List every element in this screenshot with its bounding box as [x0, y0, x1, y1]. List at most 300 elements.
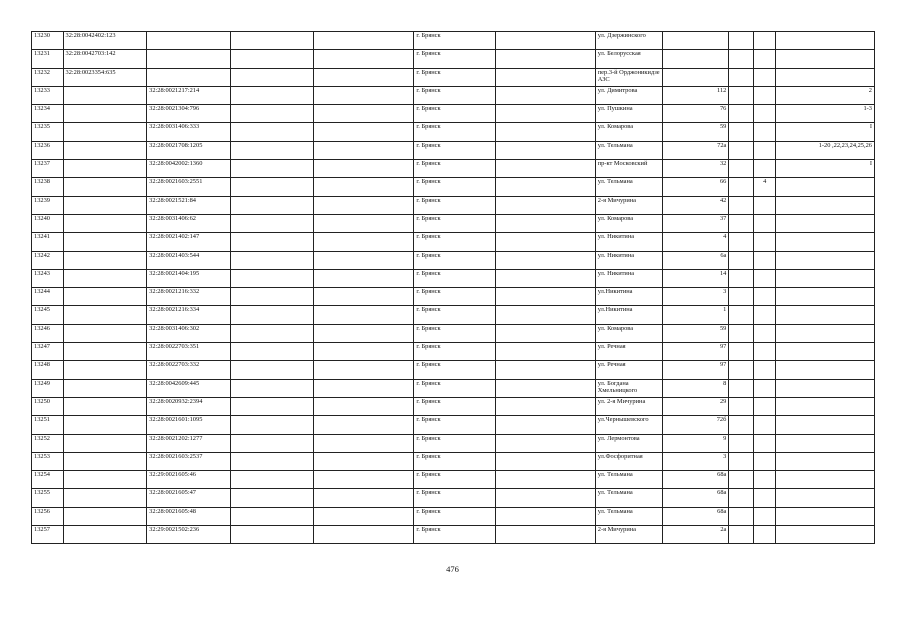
building-cell — [754, 452, 776, 470]
record-number-cell: 13239 — [32, 196, 64, 214]
empty-cell — [729, 507, 754, 525]
building-cell: 4 — [754, 178, 776, 196]
empty-cell — [314, 361, 414, 379]
cadastral-number-cell — [63, 379, 147, 397]
apartment-cell — [776, 526, 875, 544]
street-cell: ул.Никитина — [595, 306, 662, 324]
empty-cell — [230, 507, 314, 525]
apartment-cell — [776, 68, 875, 86]
apartment-cell — [776, 471, 875, 489]
apartment-cell: 1-20 ,22,23,24,25,26 — [776, 141, 875, 159]
cadastral-number-alt-cell: 32:28:0021202:1277 — [147, 434, 231, 452]
empty-cell — [495, 306, 595, 324]
building-cell — [754, 306, 776, 324]
record-number-cell: 13257 — [32, 526, 64, 544]
empty-cell — [314, 343, 414, 361]
street-cell: ул. Комарова — [595, 214, 662, 232]
apartment-cell: I — [776, 123, 875, 141]
building-cell — [754, 141, 776, 159]
empty-cell — [314, 32, 414, 50]
street-cell: ул. Комарова — [595, 324, 662, 342]
house-number-cell: 97 — [663, 343, 729, 361]
apartment-cell — [776, 434, 875, 452]
cadastral-number-alt-cell: 32:28:0020932:2394 — [147, 397, 231, 415]
street-cell: ул. 2-я Мичурина — [595, 397, 662, 415]
empty-cell — [314, 86, 414, 104]
cadastral-number-alt-cell: 32:28:0021404:195 — [147, 269, 231, 287]
cadastral-number-cell — [63, 306, 147, 324]
street-cell: 2-я Мичурина — [595, 526, 662, 544]
house-number-cell: 68а — [663, 471, 729, 489]
table-row — [32, 178, 875, 196]
table-row — [32, 379, 875, 397]
empty-cell — [230, 233, 314, 251]
empty-cell — [314, 452, 414, 470]
table-row — [32, 324, 875, 342]
empty-cell — [230, 324, 314, 342]
cadastral-number-cell — [63, 489, 147, 507]
empty-cell — [314, 68, 414, 86]
house-number-cell: 3 — [663, 288, 729, 306]
record-number-cell: 13232 — [32, 68, 64, 86]
cadastral-number-cell — [63, 343, 147, 361]
house-number-cell: 1 — [663, 306, 729, 324]
apartment-cell — [776, 214, 875, 232]
building-cell — [754, 86, 776, 104]
record-number-cell: 13251 — [32, 416, 64, 434]
city-cell: г. Брянск — [414, 123, 495, 141]
empty-cell — [495, 343, 595, 361]
city-cell: г. Брянск — [414, 397, 495, 415]
cadastral-number-alt-cell: 32:28:0021216:334 — [147, 306, 231, 324]
cadastral-number-alt-cell: 32:28:0042002:1360 — [147, 160, 231, 178]
apartment-cell — [776, 32, 875, 50]
city-cell: г. Брянск — [414, 306, 495, 324]
record-number-cell: 13248 — [32, 361, 64, 379]
empty-cell — [495, 160, 595, 178]
empty-cell — [230, 489, 314, 507]
street-cell: ул.Фосфоритная — [595, 452, 662, 470]
apartment-cell — [776, 50, 875, 68]
empty-cell — [314, 105, 414, 123]
street-cell: ул. Тельмана — [595, 471, 662, 489]
city-cell: г. Брянск — [414, 361, 495, 379]
empty-cell — [314, 196, 414, 214]
house-number-cell: 4 — [663, 233, 729, 251]
empty-cell — [314, 288, 414, 306]
empty-cell — [729, 32, 754, 50]
empty-cell — [314, 123, 414, 141]
empty-cell — [230, 123, 314, 141]
empty-cell — [314, 178, 414, 196]
house-number-cell: 68а — [663, 489, 729, 507]
empty-cell — [729, 141, 754, 159]
empty-cell — [230, 105, 314, 123]
table-row — [32, 526, 875, 544]
empty-cell — [314, 214, 414, 232]
record-number-cell: 13237 — [32, 160, 64, 178]
empty-cell — [729, 324, 754, 342]
empty-cell — [495, 361, 595, 379]
city-cell: г. Брянск — [414, 526, 495, 544]
building-cell — [754, 269, 776, 287]
empty-cell — [729, 233, 754, 251]
table-row — [32, 361, 875, 379]
cadastral-number-cell — [63, 507, 147, 525]
table-row — [32, 269, 875, 287]
empty-cell — [729, 471, 754, 489]
cadastral-number-alt-cell: 32:29:0021605:46 — [147, 471, 231, 489]
house-number-cell: 9 — [663, 434, 729, 452]
empty-cell — [230, 452, 314, 470]
empty-cell — [729, 379, 754, 397]
cadastral-number-cell — [63, 471, 147, 489]
building-cell — [754, 416, 776, 434]
page-number: 476 — [446, 564, 459, 574]
building-cell — [754, 68, 776, 86]
house-number-cell: 42 — [663, 196, 729, 214]
cadastral-number-cell — [63, 452, 147, 470]
record-number-cell: 13230 — [32, 32, 64, 50]
table-row — [32, 452, 875, 470]
empty-cell — [314, 507, 414, 525]
house-number-cell: 59 — [663, 123, 729, 141]
cadastral-number-alt-cell: 32:28:0021603:2551 — [147, 178, 231, 196]
empty-cell — [314, 251, 414, 269]
record-number-cell: 13234 — [32, 105, 64, 123]
cadastral-number-cell — [63, 123, 147, 141]
empty-cell — [495, 233, 595, 251]
building-cell — [754, 361, 776, 379]
cadastral-number-alt-cell: 32:28:0042609:445 — [147, 379, 231, 397]
street-cell: ул. Никитина — [595, 233, 662, 251]
empty-cell — [495, 86, 595, 104]
building-cell — [754, 32, 776, 50]
empty-cell — [495, 379, 595, 397]
table-row — [32, 288, 875, 306]
city-cell: г. Брянск — [414, 324, 495, 342]
empty-cell — [314, 434, 414, 452]
empty-cell — [495, 32, 595, 50]
empty-cell — [495, 105, 595, 123]
house-number-cell: 6а — [663, 251, 729, 269]
record-number-cell: 13238 — [32, 178, 64, 196]
building-cell — [754, 397, 776, 415]
empty-cell — [495, 452, 595, 470]
record-number-cell: 13255 — [32, 489, 64, 507]
empty-cell — [495, 324, 595, 342]
house-number-cell — [663, 32, 729, 50]
table-row — [32, 416, 875, 434]
cadastral-number-alt-cell: 32:28:0022703:332 — [147, 361, 231, 379]
empty-cell — [729, 214, 754, 232]
table-row — [32, 214, 875, 232]
empty-cell — [230, 416, 314, 434]
house-number-cell: 14 — [663, 269, 729, 287]
cadastral-number-cell — [63, 196, 147, 214]
empty-cell — [314, 306, 414, 324]
street-cell: ул. Дзержинского — [595, 32, 662, 50]
street-cell: ул.Чернышевского — [595, 416, 662, 434]
empty-cell — [314, 50, 414, 68]
empty-cell — [495, 141, 595, 159]
cadastral-number-alt-cell: 32:28:0021304:796 — [147, 105, 231, 123]
table-row — [32, 251, 875, 269]
empty-cell — [230, 269, 314, 287]
empty-cell — [729, 306, 754, 324]
apartment-cell — [776, 269, 875, 287]
city-cell: г. Брянск — [414, 233, 495, 251]
empty-cell — [314, 141, 414, 159]
record-number-cell: 13240 — [32, 214, 64, 232]
cadastral-number-cell — [63, 416, 147, 434]
table-row — [32, 507, 875, 525]
cadastral-number-cell: 32:28:0042703:142 — [63, 50, 147, 68]
cadastral-number-alt-cell: 32:28:0021603:2537 — [147, 452, 231, 470]
cadastral-number-cell — [63, 233, 147, 251]
apartment-cell — [776, 288, 875, 306]
cadastral-number-cell: 32:28:0042402:123 — [63, 32, 147, 50]
street-cell: ул. Речная — [595, 343, 662, 361]
empty-cell — [230, 214, 314, 232]
empty-cell — [230, 379, 314, 397]
empty-cell — [729, 123, 754, 141]
apartment-cell — [776, 361, 875, 379]
cadastral-number-cell — [63, 526, 147, 544]
street-cell: ул. Никитина — [595, 251, 662, 269]
empty-cell — [495, 507, 595, 525]
empty-cell — [495, 489, 595, 507]
cadastral-number-alt-cell: 32:28:0021403:544 — [147, 251, 231, 269]
table-row — [32, 306, 875, 324]
house-number-cell: 2а — [663, 526, 729, 544]
empty-cell — [230, 32, 314, 50]
building-cell — [754, 507, 776, 525]
empty-cell — [729, 526, 754, 544]
table-row — [32, 233, 875, 251]
building-cell — [754, 105, 776, 123]
empty-cell — [230, 178, 314, 196]
empty-cell — [729, 105, 754, 123]
empty-cell — [729, 489, 754, 507]
table-row — [32, 434, 875, 452]
table-row — [32, 343, 875, 361]
empty-cell — [729, 452, 754, 470]
city-cell: г. Брянск — [414, 86, 495, 104]
cadastral-number-alt-cell: 32:28:0021605:47 — [147, 489, 231, 507]
street-cell: ул. Тельмана — [595, 141, 662, 159]
house-number-cell: 66 — [663, 178, 729, 196]
building-cell — [754, 288, 776, 306]
cadastral-number-alt-cell: 32:28:0021601:1095 — [147, 416, 231, 434]
empty-cell — [230, 306, 314, 324]
cadastral-number-cell — [63, 86, 147, 104]
record-number-cell: 13235 — [32, 123, 64, 141]
empty-cell — [729, 288, 754, 306]
record-number-cell: 13245 — [32, 306, 64, 324]
cadastral-number-alt-cell — [147, 50, 231, 68]
empty-cell — [230, 68, 314, 86]
street-cell: пр-кт Московский — [595, 160, 662, 178]
table-row — [32, 86, 875, 104]
cadastral-number-alt-cell: 32:28:0021402:147 — [147, 233, 231, 251]
city-cell: г. Брянск — [414, 343, 495, 361]
table-row — [32, 196, 875, 214]
apartment-cell — [776, 196, 875, 214]
apartment-cell — [776, 452, 875, 470]
apartment-cell — [776, 507, 875, 525]
empty-cell — [495, 123, 595, 141]
building-cell — [754, 123, 776, 141]
empty-cell — [495, 68, 595, 86]
record-number-cell: 13249 — [32, 379, 64, 397]
street-cell: ул. Тельмана — [595, 178, 662, 196]
table-row — [32, 68, 875, 86]
table-row — [32, 397, 875, 415]
building-cell — [754, 471, 776, 489]
empty-cell — [495, 50, 595, 68]
cadastral-number-alt-cell: 32:28:0021708:1205 — [147, 141, 231, 159]
cadastral-number-cell: 32:28:0023354:635 — [63, 68, 147, 86]
empty-cell — [314, 324, 414, 342]
cadastral-number-cell — [63, 324, 147, 342]
record-number-cell: 13236 — [32, 141, 64, 159]
building-cell — [754, 526, 776, 544]
empty-cell — [230, 141, 314, 159]
table-row — [32, 141, 875, 159]
empty-cell — [495, 471, 595, 489]
record-number-cell: 13243 — [32, 269, 64, 287]
building-cell — [754, 214, 776, 232]
cadastral-number-cell — [63, 105, 147, 123]
house-number-cell: 32 — [663, 160, 729, 178]
record-number-cell: 13244 — [32, 288, 64, 306]
apartment-cell — [776, 324, 875, 342]
cadastral-number-alt-cell: 32:28:0021216:332 — [147, 288, 231, 306]
apartment-cell — [776, 251, 875, 269]
empty-cell — [230, 343, 314, 361]
record-number-cell: 13250 — [32, 397, 64, 415]
record-number-cell: 13242 — [32, 251, 64, 269]
house-number-cell: 72а — [663, 141, 729, 159]
cadastral-number-alt-cell: 32:28:0031406:333 — [147, 123, 231, 141]
house-number-cell: 72б — [663, 416, 729, 434]
street-cell: ул. Пушкина — [595, 105, 662, 123]
empty-cell — [729, 86, 754, 104]
empty-cell — [230, 361, 314, 379]
building-cell — [754, 343, 776, 361]
apartment-cell — [776, 233, 875, 251]
city-cell: г. Брянск — [414, 269, 495, 287]
cadastral-number-alt-cell: 32:28:0021605:48 — [147, 507, 231, 525]
empty-cell — [230, 50, 314, 68]
empty-cell — [729, 416, 754, 434]
street-cell: ул. Комарова — [595, 123, 662, 141]
city-cell: г. Брянск — [414, 288, 495, 306]
city-cell: г. Брянск — [414, 379, 495, 397]
empty-cell — [230, 86, 314, 104]
empty-cell — [495, 526, 595, 544]
record-number-cell: 13246 — [32, 324, 64, 342]
empty-cell — [314, 471, 414, 489]
street-cell: ул. Тельмана — [595, 489, 662, 507]
empty-cell — [314, 233, 414, 251]
table-row — [32, 50, 875, 68]
cadastral-number-cell — [63, 214, 147, 232]
cadastral-number-cell — [63, 178, 147, 196]
cadastral-number-cell — [63, 397, 147, 415]
apartment-cell — [776, 489, 875, 507]
house-number-cell: 97 — [663, 361, 729, 379]
building-cell — [754, 160, 776, 178]
cadastral-number-alt-cell: 32:28:0021521:84 — [147, 196, 231, 214]
city-cell: г. Брянск — [414, 251, 495, 269]
empty-cell — [314, 526, 414, 544]
street-cell: ул. Димитрова — [595, 86, 662, 104]
cadastral-number-cell — [63, 141, 147, 159]
empty-cell — [230, 160, 314, 178]
empty-cell — [729, 397, 754, 415]
table-row — [32, 489, 875, 507]
street-cell: ул. Речная — [595, 361, 662, 379]
empty-cell — [729, 196, 754, 214]
record-number-cell: 13253 — [32, 452, 64, 470]
empty-cell — [729, 434, 754, 452]
cadastral-number-alt-cell: 32:28:0031406:302 — [147, 324, 231, 342]
registry-rows — [32, 32, 875, 544]
record-number-cell: 13247 — [32, 343, 64, 361]
city-cell: г. Брянск — [414, 452, 495, 470]
city-cell: г. Брянск — [414, 141, 495, 159]
city-cell: г. Брянск — [414, 160, 495, 178]
street-cell: ул. Богдана Хмельницкого — [595, 379, 662, 397]
empty-cell — [729, 251, 754, 269]
street-cell: ул. Тельмана — [595, 507, 662, 525]
empty-cell — [314, 379, 414, 397]
registry-table — [31, 31, 875, 544]
empty-cell — [230, 288, 314, 306]
city-cell: г. Брянск — [414, 68, 495, 86]
empty-cell — [729, 50, 754, 68]
city-cell: г. Брянск — [414, 434, 495, 452]
apartment-cell: I — [776, 160, 875, 178]
city-cell: г. Брянск — [414, 416, 495, 434]
building-cell — [754, 324, 776, 342]
empty-cell — [314, 416, 414, 434]
building-cell — [754, 434, 776, 452]
empty-cell — [495, 416, 595, 434]
record-number-cell: 13241 — [32, 233, 64, 251]
apartment-cell: 1-3 — [776, 105, 875, 123]
cadastral-number-cell — [63, 269, 147, 287]
house-number-cell: 3 — [663, 452, 729, 470]
street-cell: ул.Никитина — [595, 288, 662, 306]
empty-cell — [314, 397, 414, 415]
house-number-cell — [663, 50, 729, 68]
city-cell: г. Брянск — [414, 105, 495, 123]
empty-cell — [495, 196, 595, 214]
table-row — [32, 471, 875, 489]
apartment-cell — [776, 416, 875, 434]
empty-cell — [230, 196, 314, 214]
house-number-cell: 76 — [663, 105, 729, 123]
building-cell — [754, 489, 776, 507]
building-cell — [754, 196, 776, 214]
empty-cell — [729, 160, 754, 178]
empty-cell — [729, 178, 754, 196]
cadastral-number-alt-cell — [147, 68, 231, 86]
city-cell: г. Брянск — [414, 178, 495, 196]
